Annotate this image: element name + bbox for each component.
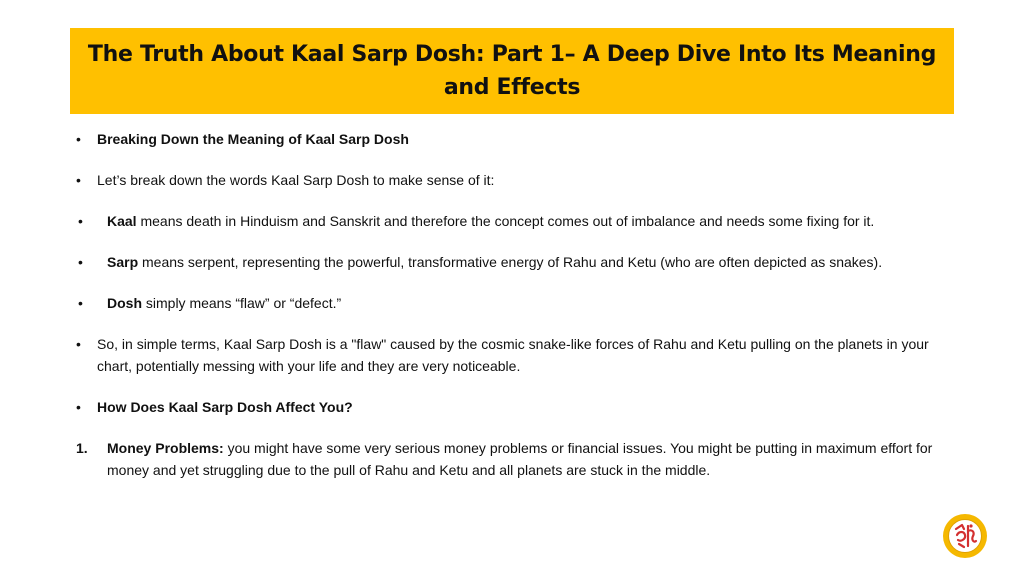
bullet-marker: • (78, 254, 83, 270)
list-item-text: simply means “flaw” or “defect.” (142, 295, 342, 311)
slide-title: The Truth About Kaal Sarp Dosh: Part 1– A Deep Dive Into Its Meaning and Effects (87, 42, 937, 100)
list-item-heading-meaning (76, 128, 956, 150)
list-item-summary (76, 333, 956, 377)
number-marker: 1. (76, 440, 88, 456)
bullet-marker: • (78, 213, 83, 229)
list-item-text: means death in Hinduism and Sanskrit and therefore the concept comes out of imbalance and needs some fixing for it. (136, 213, 875, 229)
slide-content (76, 128, 956, 481)
list-item-text: How Does Kaal Sarp Dosh Affect You? (97, 399, 353, 415)
list-item-kaal (76, 210, 956, 232)
list-item-term: Sarp (107, 254, 139, 270)
list-item-text: So, in simple terms, Kaal Sarp Dosh is a "flaw" caused by the cosmic snake-like forces of Rahu and Ketu pulling on the planets in your chart, potentially messing with your life and they are very noticeable. (97, 336, 929, 374)
title-banner (70, 28, 954, 114)
bullet-marker: • (76, 399, 81, 415)
bullet-marker: • (76, 131, 81, 147)
list-item-intro (76, 169, 956, 191)
list-item-term: Kaal (107, 213, 137, 229)
bullet-marker: • (78, 295, 83, 311)
list-item-term: Dosh (107, 295, 142, 311)
astrology-emblem-icon (942, 513, 988, 559)
list-item-text: you might have some very serious money problems or financial issues. You might be putting in maximum effort for money and yet struggling due to the pull of Rahu and Ketu and all planets are stuck in the middle. (107, 440, 933, 478)
list-item-text: means serpent, representing the powerful, transformative energy of Rahu and Ketu (who are often depicted as snakes). (138, 254, 883, 270)
bullet-marker: • (76, 172, 81, 188)
list-item-heading-effects (76, 396, 956, 418)
list-item-text: Breaking Down the Meaning of Kaal Sarp Dosh (97, 131, 409, 147)
logo-dot (969, 524, 972, 527)
list-item-text: Let’s break down the words Kaal Sarp Dosh to make sense of it: (97, 172, 495, 188)
list-item-dosh (76, 292, 956, 314)
list-item-sarp (76, 251, 956, 273)
list-item-term: Money Problems: (107, 440, 224, 456)
numbered-item-money-problems (76, 437, 956, 481)
bullet-marker: • (76, 336, 81, 352)
